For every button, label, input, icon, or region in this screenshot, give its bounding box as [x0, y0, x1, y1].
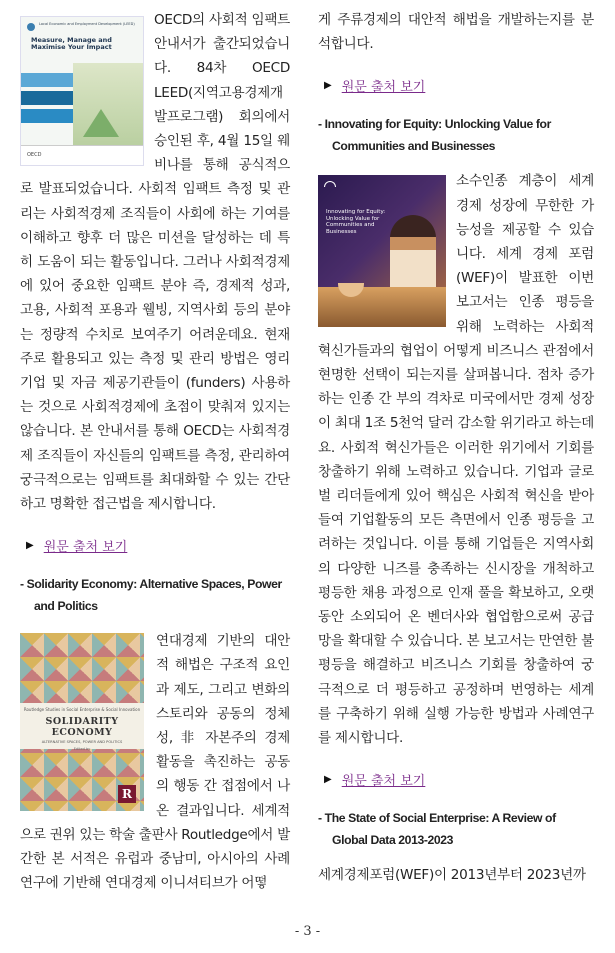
- section-heading-solidarity: - Solidarity Economy: Alternative Spaces, Power and Politics: [20, 577, 282, 614]
- triangle-bullet-icon: ▶: [324, 774, 332, 786]
- cover-title: Innovating for Equity: Unlocking Value for Communities and Businesses: [326, 209, 386, 235]
- triangle-bullet-icon: ▶: [26, 540, 34, 552]
- section-heading-equity: - Innovating for Equity: Unlocking Value for Communities and Businesses: [318, 117, 551, 154]
- continued-paragraph: 게 주류경제의 대안적 해법을 개발하는지를 분석합니다.: [318, 12, 594, 53]
- cover-org-line: Local Economic and Employment Development (LEED): [39, 22, 135, 26]
- source-link-3[interactable]: 원문 출처 보기: [341, 774, 426, 790]
- wef-logo-icon: [324, 181, 336, 187]
- page-number: - 3 -: [294, 924, 321, 939]
- cover-illustration: [73, 63, 143, 147]
- routledge-logo-icon: R: [118, 785, 136, 803]
- cover-photo-table: [318, 287, 446, 327]
- triangle-bullet-icon: ▶: [324, 80, 332, 92]
- section-heading-social-enterprise: - The State of Social Enterprise: A Review of Global Data 2013-2023: [318, 811, 556, 848]
- source-link-2[interactable]: 원문 출처 보기: [341, 80, 426, 96]
- solidarity-paragraph: 연대경제 기반의 대안적 해법은 구조적 요인과 제도, 그리고 변화의 스토리와 공동의 정체성, 非 자본주의 경제 활동을 촉진하는 공동의 행동 간 접점에서 나온 결과입니다. 세계적으로 권위 있는 학술 출판사 Routledge에서 발간한 본 서적은 유럽과 중남미, 아시아의 사례연구에 기반해 연대경제 이니셔티브가 어떻: [20, 633, 290, 892]
- source-link-1[interactable]: 원문 출처 보기: [43, 540, 128, 556]
- equity-paragraph: 소수인종 계층이 세계 경제 성장에 무한한 가능성을 제공할 수 있습니다. 세계 경제 포럼(WEF)이 발표한 이번 보고서는 인종 평등을 위해 노력하는 사회적 혁신가들과의 협업이 어떻게 비즈니스 관점에서 현명한 선택이 되는지를 살펴봅니다. 점차 증가하는 인종 간 부의 격차로 미국에서만 경제 성장이 최대 1조 5천억 달러 감소할 위기라고 하는데요. 사회적 혁신가들은 이러한 위기에서 기회를 창출하기 위해 노력하고 있습니다. 기업과 글로벌 리더들에게 있어 핵심은 사회적 혁신을 받아들여 기업활동의 모든 측면에서 인종 평등을 고려하는 것입니다. 이를 통해 기업들은 지역사회의 다양한 니즈를 충족하는 신시장을 개척하고 평등한 채용 과정으로 인재 풀을 확보하고, 오랫동안 소외되어 온 벤더사와 협업함으로써 공급망을 확대할 수 있습니다. 본 보고서는 만연한 불평등을 해결하고 비즈니스 기회를 창출하여 궁극적으로 더 평등하고 공정하며 번영하는 세계를 구축하기 위해 실행 가능한 방법과 사례연구를 제시합니다.: [318, 173, 594, 747]
- cover-series: Routledge Studies in Social Enterprise & Social Innovation: [23, 707, 141, 713]
- source-link-row-2: [324, 76, 594, 95]
- solidarity-economy-cover: [20, 633, 144, 811]
- source-link-row-3: [324, 770, 594, 789]
- left-column: [20, 8, 290, 896]
- right-column: [318, 8, 594, 887]
- cover-footer: OECD: [21, 145, 143, 165]
- social-enterprise-paragraph: 세계경제포럼(WEF)이 2013년부터 2023년까: [318, 867, 586, 884]
- oecd-logo-icon: [27, 23, 35, 31]
- wef-equity-cover: [318, 175, 446, 327]
- cover-band-maximise: [21, 109, 75, 123]
- cover-subtitle: ALTERNATIVE SPACES, POWER AND POLITICS: [41, 740, 123, 745]
- source-link-row-1: [26, 536, 290, 555]
- cover-title: SOLIDARITY ECONOMY: [45, 716, 119, 739]
- cover-title: Measure, Manage and Maximise Your Impact: [31, 36, 112, 51]
- cover-editors: Edited by: [73, 747, 91, 752]
- cover-band-measure: [21, 73, 81, 87]
- oecd-intro-paragraph: OECD의 사회적 임팩트 안내서가 출간되었습니다. 84차 OECD LEED(지역고용경제개발프로그램) 회의에서 승인된 후, 4월 15일 웨비나를 통해 공식적으로 발표되었습니다. 사회적 임팩트 측정 및 관리는 사회적경제 조직들이 사회에 하는 기여를 이해하고 향후 더 많은 미션을 달성하는 데 특히 도움이 되는 활동입니다. 그러나 사회적경제에 있어 중요한 임팩트 분야 즉, 경제적 성과, 고용, 사회적 포용과 웰빙, 지역사회 등의 분야는 정량적 수치로 보여주기 어려운데요. 현재 주로 활용되고 있는 측정 및 관리 방법은 영리기업 및 자금 제공기관들이 (funders) 사용하는 것으로 사회적경제에 초점이 맞춰져 있지는 않습니다. 본 안내서를 통해 OECD는 사회적경제 조직들이 자신들의 임팩트를 측정, 관리하여 궁극적으로는 임팩트를 최대화할 수 있는 간단하고 명확한 접근법을 제시합니다.: [20, 12, 290, 513]
- oecd-guide-cover: [20, 16, 144, 166]
